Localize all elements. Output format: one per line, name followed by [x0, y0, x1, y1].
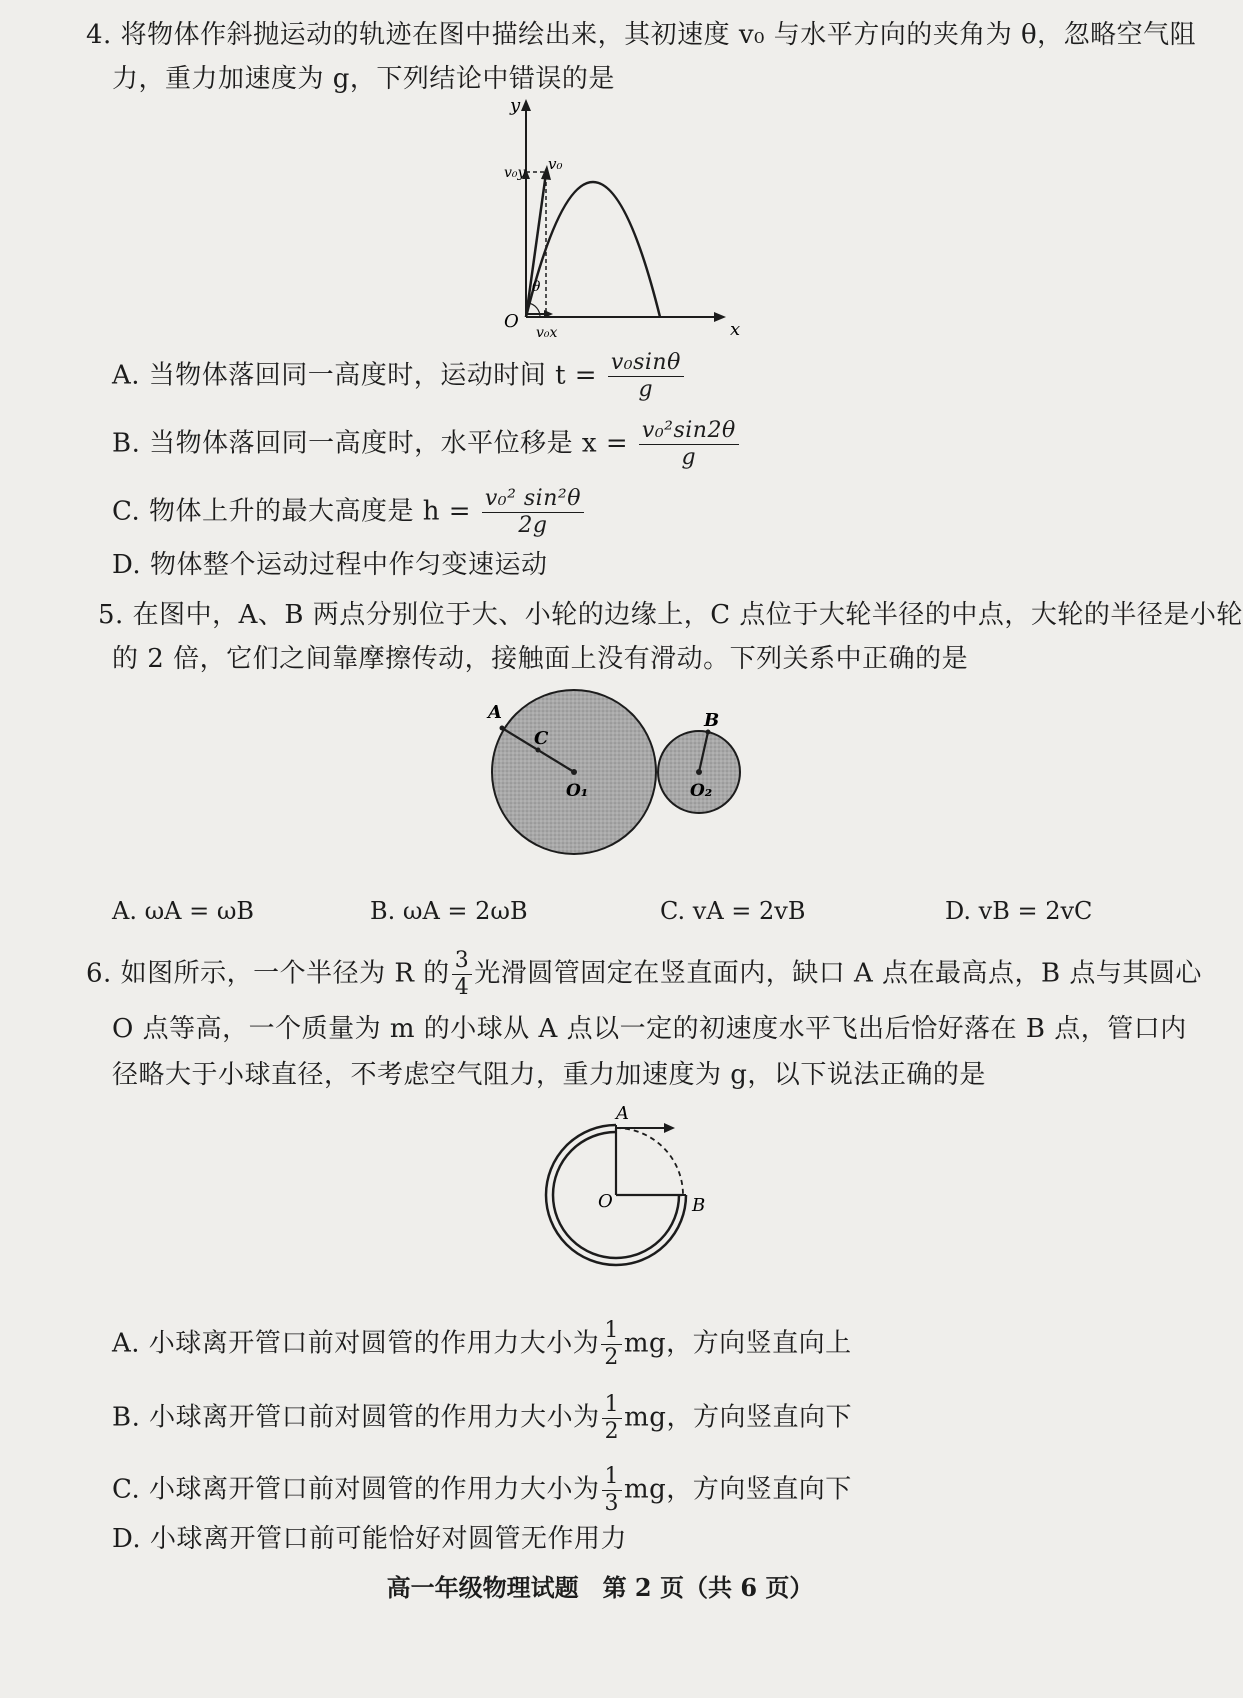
q6-option-a-pre: A. 小球离开管口前对圆管的作用力大小为	[112, 1328, 600, 1359]
q6-option-b-fraction	[602, 1392, 623, 1445]
center-o-label: O	[598, 1191, 613, 1212]
q4-option-b-fraction	[639, 418, 739, 471]
fraction-denominator: 2g	[518, 513, 548, 538]
center-o1-label: O₁	[566, 781, 589, 801]
q6-option-c-fraction	[602, 1464, 623, 1517]
page-footer: 高一年级物理试题 第 2 页（共 6 页）	[386, 1573, 814, 1602]
q6-option-b	[112, 1392, 852, 1445]
q4-option-b	[112, 418, 741, 471]
q6-tube-figure	[530, 1095, 730, 1285]
point-b-label: B	[692, 1195, 706, 1216]
q4-option-b-text: B. 当物体落回同一高度时，水平位移是 x =	[112, 428, 629, 459]
q6-option-d: D. 小球离开管口前可能恰好对圆管无作用力	[112, 1524, 627, 1554]
fraction-numerator: 1	[601, 1318, 622, 1345]
q6-line-1-post: 光滑圆管固定在竖直面内，缺口 A 点在最高点，B 点与其圆心	[474, 958, 1202, 989]
q5-wheels-figure	[490, 690, 750, 880]
q4-option-c-fraction	[482, 486, 584, 539]
q4-option-a-fraction	[608, 350, 684, 403]
q6-line-1	[86, 948, 1202, 1001]
fraction-numerator: 1	[602, 1464, 623, 1491]
fraction-denominator: g	[681, 445, 697, 470]
q6-option-a-post: mg，方向竖直向上	[623, 1328, 852, 1359]
q5-line-1: 5. 在图中，A、B 两点分别位于大、小轮的边缘上，C 点位于大轮半径的中点，大轮的半径是小轮	[98, 600, 1243, 630]
q4-option-c	[112, 486, 586, 539]
q6-option-b-post: mg，方向竖直向下	[624, 1402, 852, 1433]
fraction-denominator: 2	[604, 1345, 619, 1370]
v0y-label: v₀y	[504, 165, 526, 181]
fraction-denominator: 2	[604, 1419, 620, 1444]
q4-option-c-text: C. 物体上升的最大高度是 h =	[112, 496, 472, 527]
fraction-denominator: 4	[454, 975, 470, 1000]
q6-option-c-pre: C. 小球离开管口前对圆管的作用力大小为	[112, 1474, 600, 1505]
fraction-numerator: v₀² sin²θ	[482, 486, 584, 513]
theta-label: θ	[532, 279, 541, 295]
q6-option-a	[112, 1318, 852, 1371]
q5-option-b: B. ωA = 2ωB	[370, 897, 528, 925]
fraction-numerator: 3	[452, 948, 473, 975]
v0-label: v₀	[548, 155, 563, 173]
fraction-denominator: 3	[604, 1491, 619, 1516]
q6-line-3: 径略大于小球直径，不考虑空气阻力，重力加速度为 g，以下说法正确的是	[112, 1060, 986, 1090]
v0x-label: v₀x	[536, 325, 558, 341]
fraction-numerator: v₀²sin2θ	[639, 418, 739, 445]
q5-option-a: A. ωA = ωB	[112, 897, 255, 925]
q6-option-c	[112, 1464, 852, 1517]
fraction-numerator: v₀sinθ	[608, 350, 684, 377]
q4-option-d: D. 物体整个运动过程中作匀变速运动	[112, 550, 548, 580]
y-axis-label: y	[510, 95, 521, 116]
fraction-numerator: 1	[602, 1392, 623, 1419]
point-b-label: B	[704, 710, 720, 731]
x-axis-label: x	[730, 319, 741, 340]
center-o2-label: O₂	[690, 781, 713, 801]
q6-option-c-post: mg，方向竖直向下	[624, 1474, 852, 1505]
q5-line-2: 的 2 倍，它们之间靠摩擦传动，接触面上没有滑动。下列关系中正确的是	[112, 644, 969, 674]
q4-option-a-text: A. 当物体落回同一高度时，运动时间 t =	[112, 360, 598, 391]
q6-line-2: O 点等高，一个质量为 m 的小球从 A 点以一定的初速度水平飞出后恰好落在 B 点，管口内	[112, 1014, 1187, 1044]
point-a-label: A	[616, 1103, 629, 1124]
q4-line-1: 4. 将物体作斜抛运动的轨迹在图中描绘出来，其初速度 v₀ 与水平方向的夹角为 θ，忽略空气阻	[86, 20, 1197, 50]
q4-line-2: 力，重力加速度为 g，下列结论中错误的是	[112, 64, 615, 94]
q4-projectile-figure	[450, 95, 750, 345]
fraction-denominator: g	[638, 377, 654, 402]
q6-line-1-pre: 6. 如图所示，一个半径为 R 的	[86, 958, 450, 989]
q4-option-a	[112, 350, 686, 403]
q6-fraction	[452, 948, 473, 1001]
point-c-label: C	[534, 728, 549, 749]
q5-option-d: D. vB = 2vC	[945, 897, 1093, 925]
q6-option-a-fraction	[601, 1318, 622, 1371]
origin-label: O	[504, 311, 519, 332]
point-a-label: A	[488, 702, 502, 723]
q6-option-b-pre: B. 小球离开管口前对圆管的作用力大小为	[112, 1402, 600, 1433]
q5-option-c: C. vA = 2vB	[660, 897, 806, 925]
